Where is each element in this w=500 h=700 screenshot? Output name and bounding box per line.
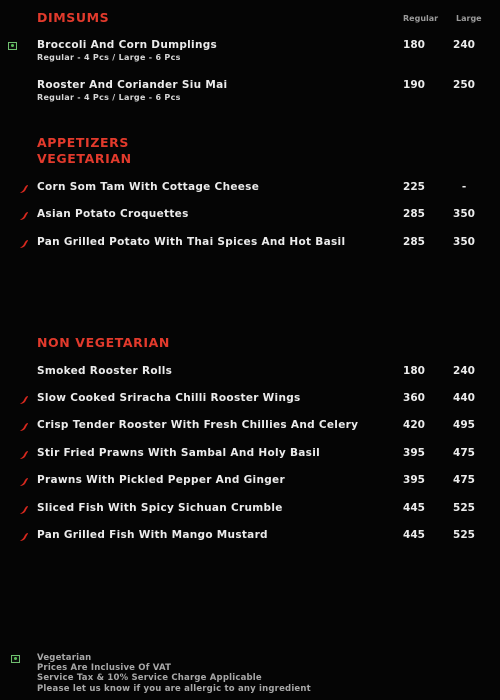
price-regular: 225 — [403, 181, 425, 193]
price-regular: 445 — [403, 529, 425, 541]
chili-icon — [19, 450, 29, 460]
price-large: 525 — [453, 502, 475, 514]
item-name: Corn Som Tam With Cottage Cheese — [37, 181, 260, 193]
chili-icon — [19, 211, 29, 221]
item-name: Stir Fried Prawns With Sambal And Holy Basil — [37, 447, 321, 459]
section-title-appetizers: APPETIZERS — [37, 135, 129, 150]
footer-allergy-note: Please let us know if you are allergic to any ingredient — [37, 684, 311, 694]
item-name: Sliced Fish With Spicy Sichuan Crumble — [37, 502, 283, 514]
price-regular: 285 — [403, 208, 425, 220]
price-large: 240 — [453, 365, 475, 377]
menu-item — [0, 208, 500, 224]
chili-icon — [19, 239, 29, 249]
item-name: Rooster And Coriander Siu Mai — [37, 79, 228, 91]
price-regular: 395 — [403, 474, 425, 486]
price-regular: 190 — [403, 79, 425, 91]
menu-item — [0, 419, 500, 435]
price-regular: 360 — [403, 392, 425, 404]
price-regular: 395 — [403, 447, 425, 459]
chili-icon — [19, 477, 29, 487]
price-regular: 420 — [403, 419, 425, 431]
menu-item — [0, 529, 500, 545]
menu-item — [0, 79, 500, 102]
price-large: 350 — [453, 208, 475, 220]
footer-service-note: Service Tax & 10% Service Charge Applicable — [37, 673, 262, 683]
item-name: Slow Cooked Sriracha Chilli Rooster Wings — [37, 392, 301, 404]
menu-item — [0, 474, 500, 490]
menu-item — [0, 39, 500, 62]
price-large: 495 — [453, 419, 475, 431]
menu-item — [0, 181, 500, 197]
menu-item — [0, 392, 500, 408]
price-large: 250 — [453, 79, 475, 91]
menu-item — [0, 236, 500, 252]
section-title-non-vegetarian: NON VEGETARIAN — [37, 335, 170, 350]
item-name: Broccoli And Corn Dumplings — [37, 39, 218, 51]
menu-item — [0, 447, 500, 463]
price-regular: 180 — [403, 39, 425, 51]
item-name: Crisp Tender Rooster With Fresh Chillies And Celery — [37, 419, 359, 431]
chili-icon — [19, 532, 29, 542]
section-subtitle-vegetarian: VEGETARIAN — [37, 151, 132, 166]
price-large: - — [461, 181, 467, 193]
price-large: 350 — [453, 236, 475, 248]
footer-vat-note: Prices Are Inclusive Of VAT — [37, 663, 172, 673]
chili-icon — [19, 422, 29, 432]
large-column-header: Large — [456, 14, 482, 23]
footer-veg-legend: Vegetarian — [37, 653, 92, 663]
price-large: 440 — [453, 392, 475, 404]
price-regular: 285 — [403, 236, 425, 248]
menu-item — [0, 502, 500, 518]
item-portion: Regular - 4 Pcs / Large - 6 Pcs — [37, 53, 181, 62]
item-name: Asian Potato Croquettes — [37, 208, 189, 220]
price-large: 525 — [453, 529, 475, 541]
item-name: Smoked Rooster Rolls — [37, 365, 173, 377]
item-portion: Regular - 4 Pcs / Large - 6 Pcs — [37, 93, 181, 102]
item-name: Pan Grilled Potato With Thai Spices And Hot Basil — [37, 236, 346, 248]
menu-item — [0, 365, 500, 381]
regular-column-header: Regular — [403, 14, 439, 23]
chili-icon — [19, 395, 29, 405]
price-large: 475 — [453, 447, 475, 459]
price-regular: 445 — [403, 502, 425, 514]
price-regular: 180 — [403, 365, 425, 377]
price-large: 475 — [453, 474, 475, 486]
section-title-dimsums: DIMSUMS — [37, 10, 110, 25]
item-name: Prawns With Pickled Pepper And Ginger — [37, 474, 285, 486]
chili-icon — [19, 184, 29, 194]
price-large: 240 — [453, 39, 475, 51]
chili-icon — [19, 505, 29, 515]
item-name: Pan Grilled Fish With Mango Mustard — [37, 529, 268, 541]
veg-symbol-icon — [11, 655, 20, 663]
